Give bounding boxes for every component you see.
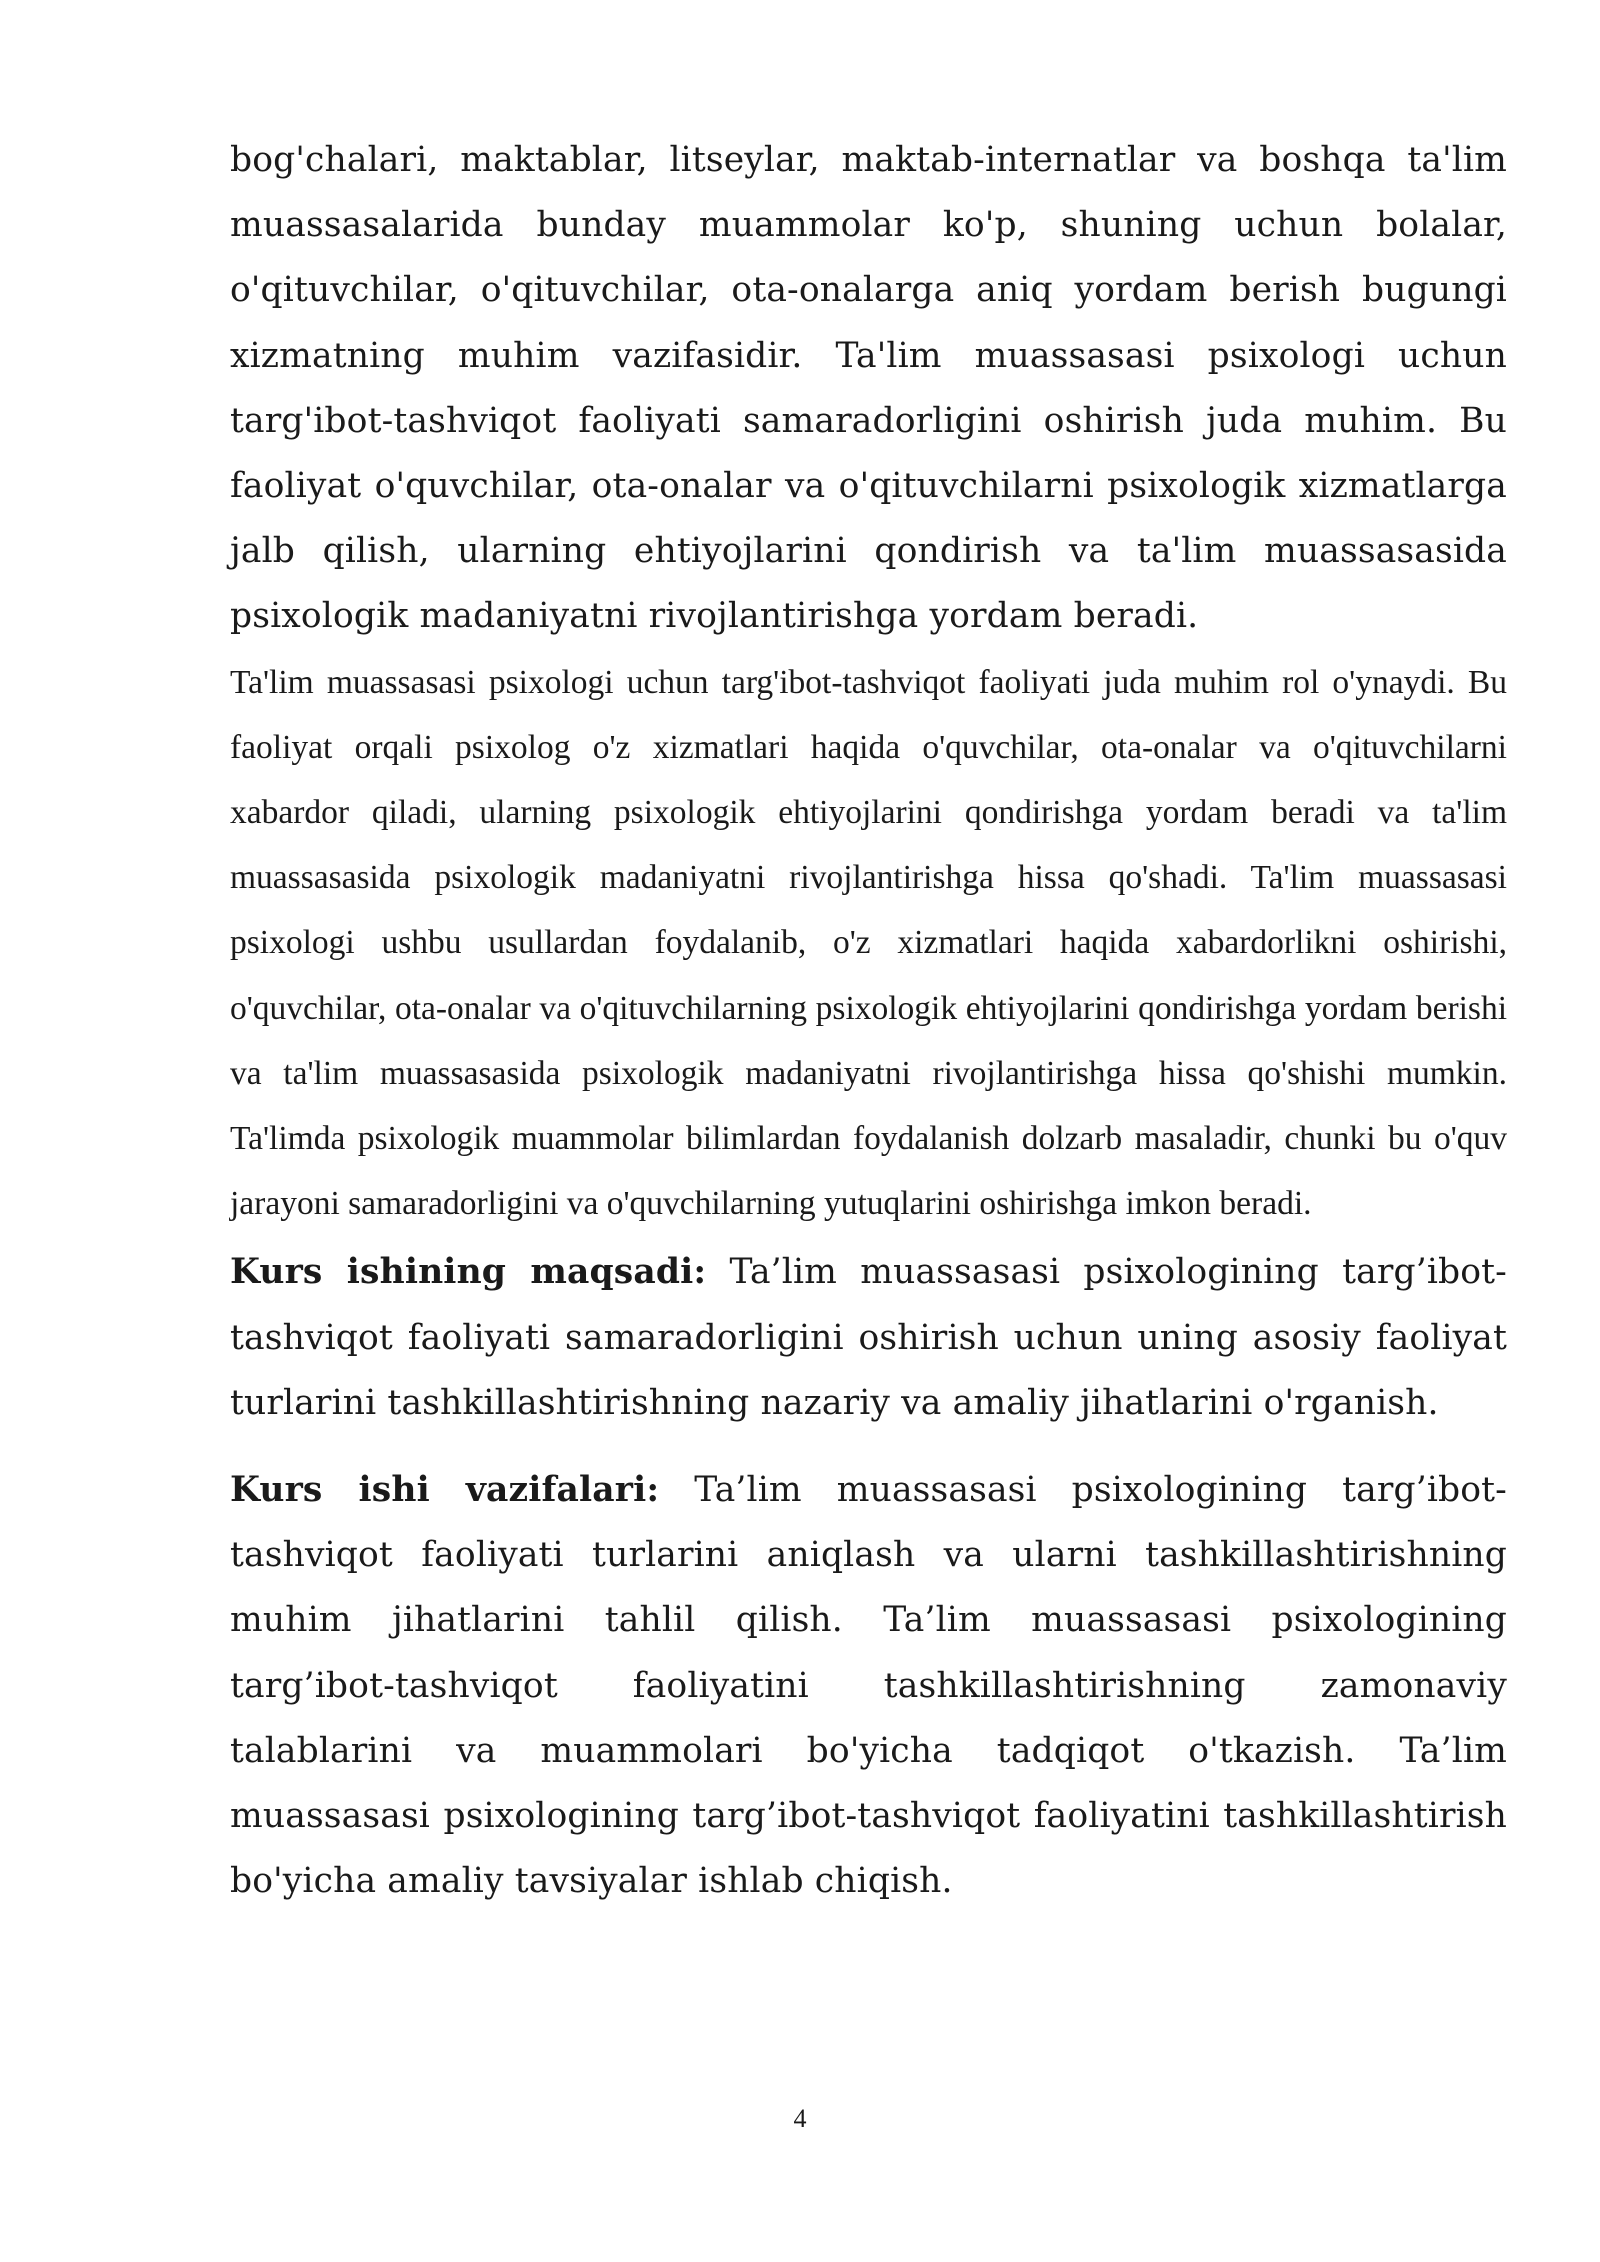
continuation-paragraph: Ta'lim muassasasi psixologi uchun targ'ibot-tashviqot faoliyati juda muhim rol o'ynaydi. Bu faoliyat orqali psixolog o'z xizmatlari haqida o'quvchilar, ota-onalar va o'qituvchilarni xabardor qiladi, ularning psixologik ehtiyojlarini qondirishga yordam beradi va ta'lim muassasasida psixologik madaniyatni rivojlantirishga hissa qo'shadi. Ta'lim muassasasi psixologi ushbu usullardan foydalanib, o'z xizmatlari haqida xabardorlikni oshirishi, o'quvchilar, ota-onalar va o'qituvchilarning psixologik ehtiyojlarini qondirishga yordam berishi va ta'lim muassasasida psixologik madaniyatni rivojlantirishga hissa qo'shishi mumkin. Ta'limda psixologik muammolar bilimlardan foydalanish dolzarb masaladir, chunki bu o'quv jarayoni samaradorligini va o'quvchilarning yutuqlarini oshirishga imkon beradi. — [230, 663, 1507, 1223]
page-number: 4 — [793, 2104, 807, 2133]
goal-text: Ta’lim muassasasi psixologining targ’ibot-tashviqot faoliyati samaradorligini oshirish uchun uning asosiy faoliyat turlarini tashkillashtirishning nazariy va amaliy jihatlarini o'rganish. — [230, 1252, 1507, 1423]
tasks-text: Ta’lim muassasasi psixologining targ’ibot-tashviqot faoliyati turlarini aniqlash va ularni tashkillashtirishning muhim jihatlarini tahlil qilish. Ta’lim muassasasi psixologining targ’ibot-tashviqot faoliyatini tashkillashtirishning zamonaviy talablarini va muammolari bo'yicha tadqiqot o'tkazish. Ta’lim muassasasi psixologining targ’ibot-tashviqot faoliyatini tashkillashtirish bo'yicha amaliy tavsiyalar ishlab chiqish. — [230, 1470, 1507, 1902]
goal-label: Kurs ishining maqsadi: — [230, 1252, 707, 1293]
tasks-paragraph — [230, 1458, 1507, 1914]
tasks-label: Kurs ishi vazifalari: — [230, 1470, 660, 1511]
goal-paragraph — [230, 1240, 1507, 1436]
document-body — [230, 128, 1507, 1914]
intro-paragraph: bog'chalari, maktablar, litseylar, maktab-internatlar va boshqa ta'lim muassasalarida bunday muammolar ko'p, shuning uchun bolalar, o'qituvchilar, o'qituvchilar, ota-onalarga aniq yordam berish bugungi xizmatning muhim vazifasidir. Ta'lim muassasasi psixologi uchun targ'ibot-tashviqot faoliyati samaradorligini oshirish juda muhim. Bu faoliyat o'quvchilar, ota-onalar va o'qituvchilarni psixologik xizmatlarga jalb qilish, ularning ehtiyojlarini qondirish va ta'lim muassasasida psixologik madaniyatni rivojlantirishga yordam beradi. — [230, 140, 1507, 637]
